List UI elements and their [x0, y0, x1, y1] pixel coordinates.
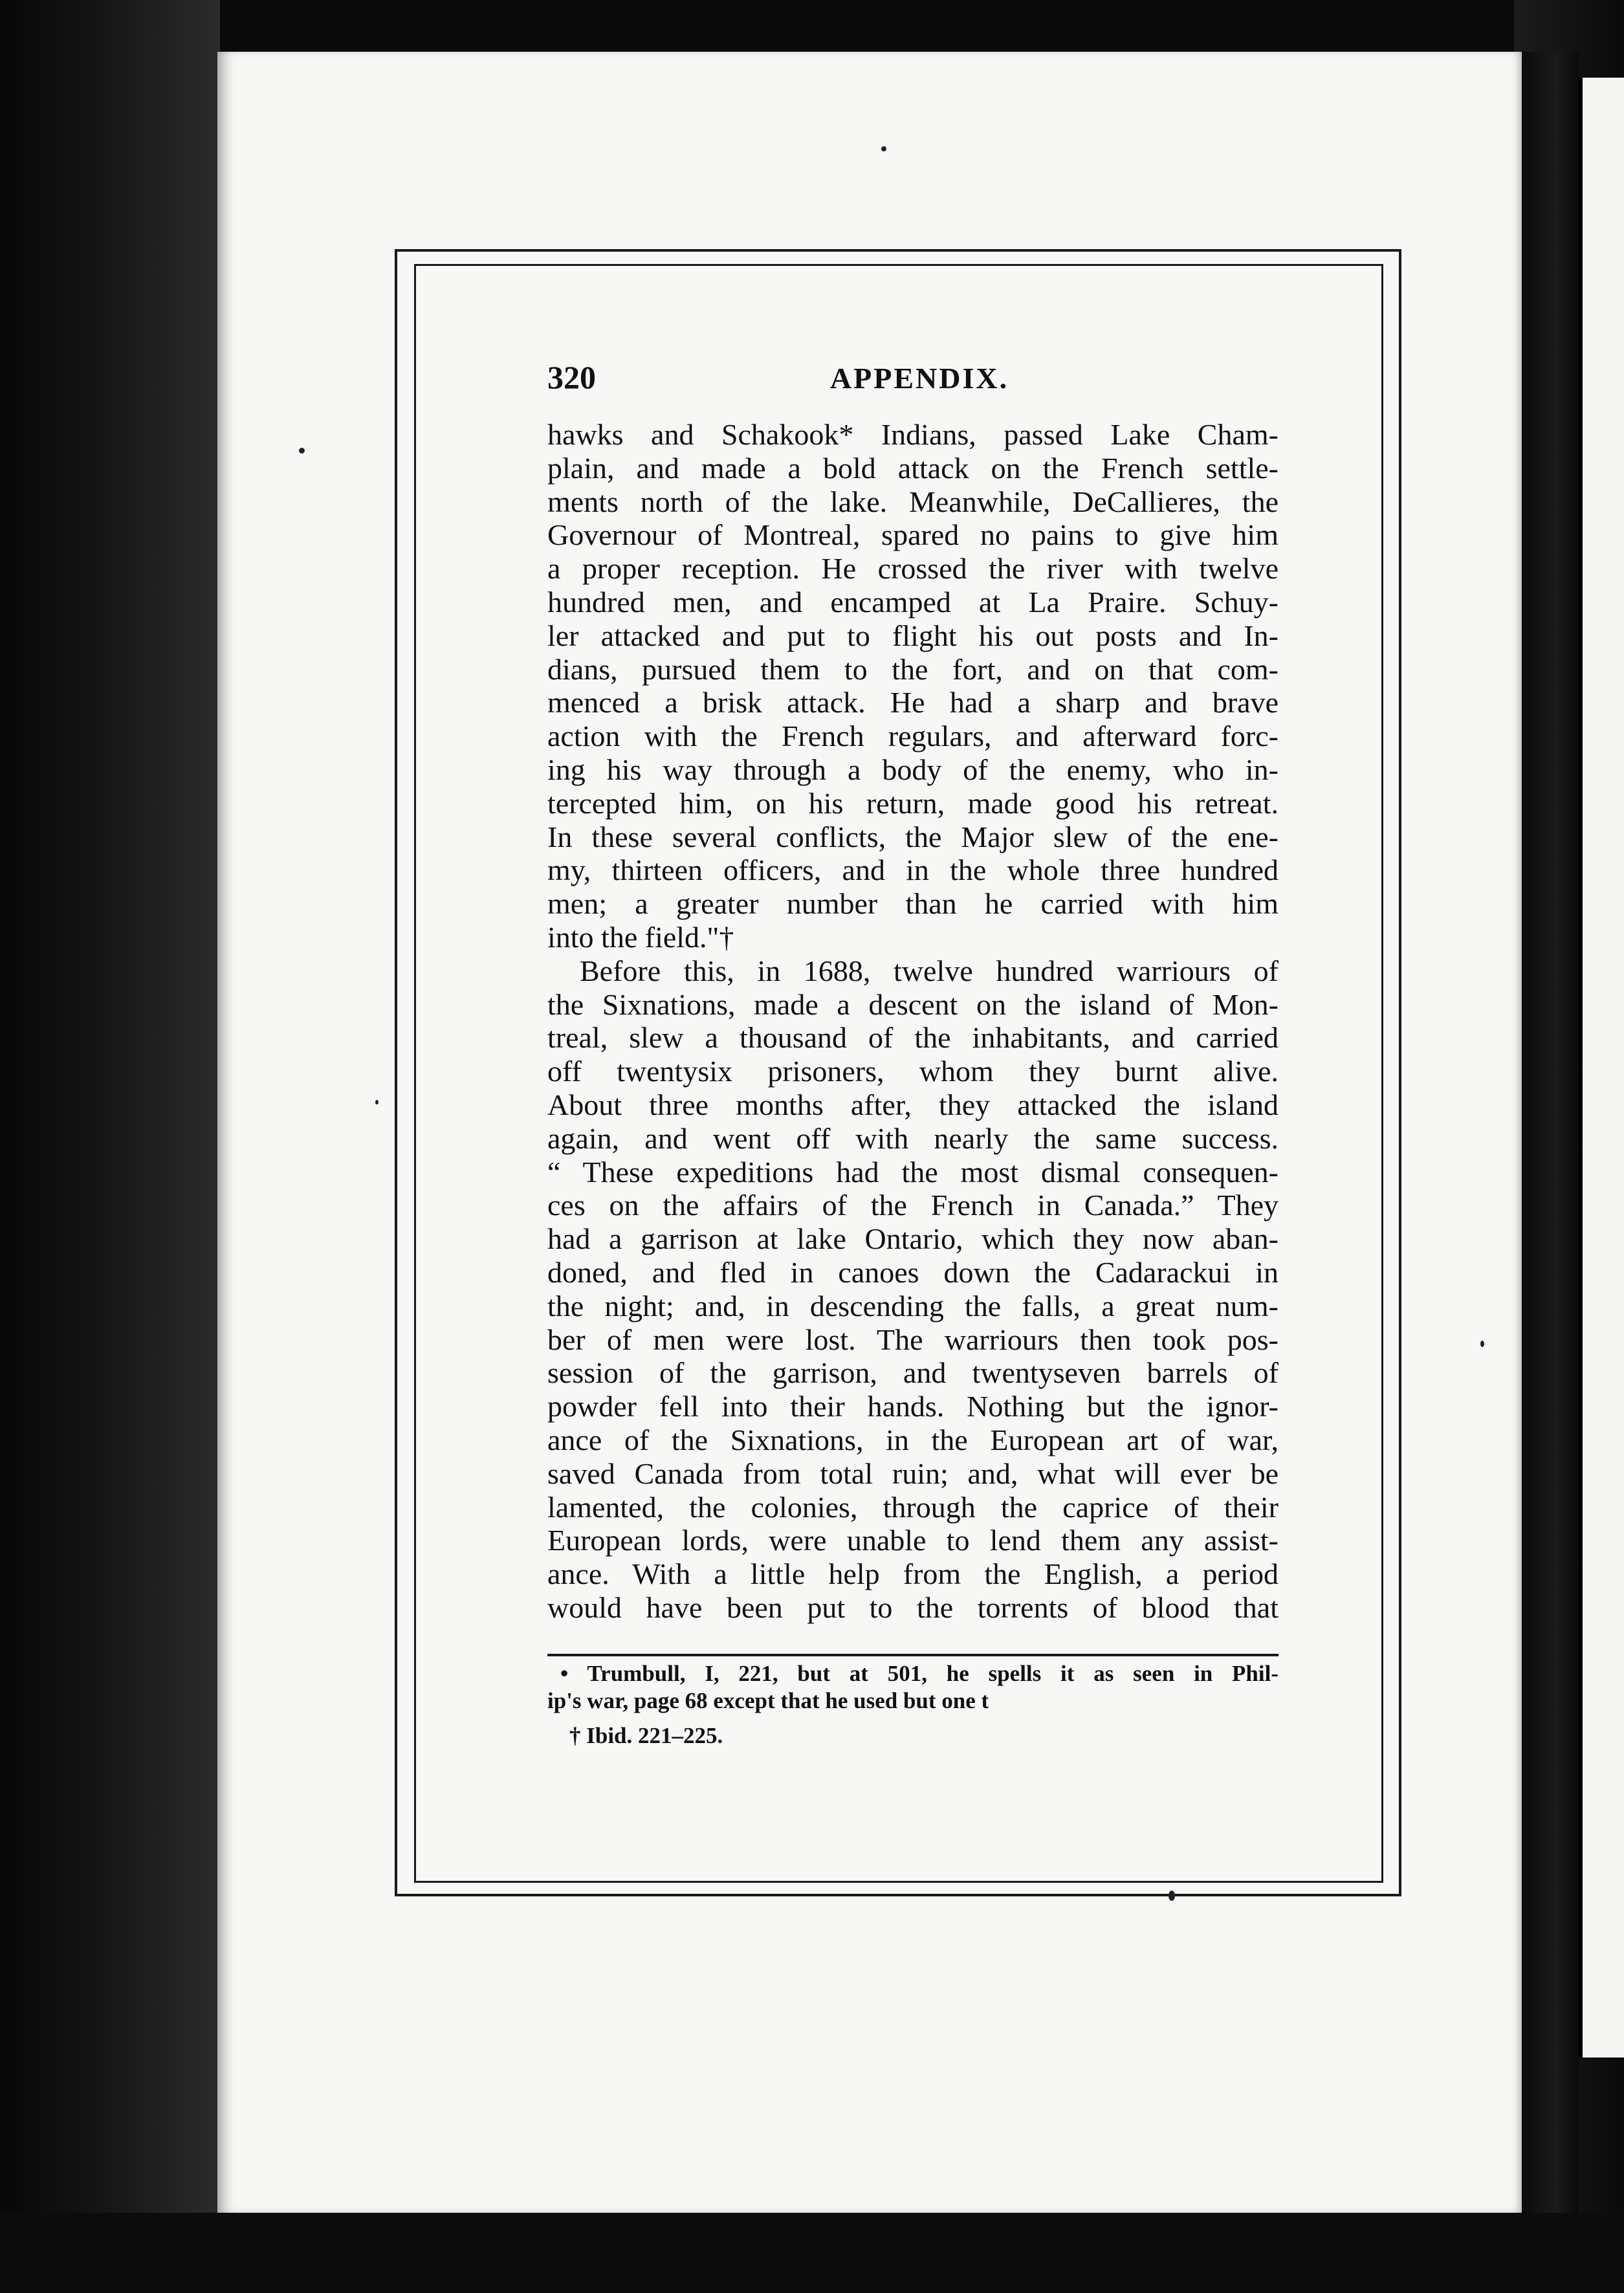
text-line: ing his way through a body of the enemy, who in- — [547, 752, 1278, 786]
text-line: ance. With a little help from the English, a period — [547, 1557, 1278, 1591]
page-number: 320 — [547, 359, 596, 395]
text-line: In these several conflicts, the Major slew of the ene- — [547, 820, 1278, 853]
text-line: ler attacked and put to flight his out posts and In- — [547, 619, 1278, 652]
text-line: lamented, the colonies, through the caprice of their — [547, 1490, 1278, 1524]
text-line: the night; and, in descending the falls, a great num- — [547, 1289, 1278, 1322]
footnote-2: † Ibid. 221–225. — [569, 1723, 723, 1748]
book-gutter — [1522, 52, 1579, 2213]
text-line: into the field."† — [547, 920, 734, 954]
text-line: Before this, in 1688, twelve hundred warriours of — [580, 954, 1278, 987]
text-line: menced a brisk attack. He had a sharp and brave — [547, 686, 1278, 719]
scan-left-margin — [0, 0, 220, 2293]
scan-speck — [1480, 1341, 1484, 1347]
text-line: ments north of the lake. Meanwhile, DeCallieres, the — [547, 485, 1278, 518]
text-line: treal, slew a thousand of the inhabitants, and carried — [547, 1021, 1278, 1055]
text-line: ber of men were lost. The warriours then took pos- — [547, 1322, 1278, 1356]
text-line: again, and went off with nearly the same success. — [547, 1121, 1278, 1155]
scan-speck — [881, 146, 886, 151]
text-line: my, thirteen officers, and in the whole three hundred — [547, 853, 1278, 887]
text-line: off twentysix prisoners, whom they burnt alive. — [547, 1055, 1278, 1088]
text-line: dians, pursued them to the fort, and on that com- — [547, 652, 1278, 686]
facing-page-edge — [1579, 78, 1624, 2057]
footnote-1-continued: ip's war, page 68 except that he used but one t — [547, 1688, 989, 1713]
text-line: ces on the affairs of the French in Canada.” They — [547, 1189, 1278, 1222]
text-line: would have been put to the torrents of blood that — [547, 1590, 1278, 1624]
scan-bottom-edge — [0, 2213, 1624, 2293]
text-line: saved Canada from total ruin; and, what will ever be — [547, 1456, 1278, 1490]
text-line: plain, and made a bold attack on the French settle- — [547, 451, 1278, 485]
text-line: the Sixnations, made a descent on the island of Mon- — [547, 987, 1278, 1021]
text-line: hundred men, and encamped at La Praire. Schuy- — [547, 585, 1278, 619]
text-line: doned, and fled in canoes down the Cadarackui in — [547, 1255, 1278, 1289]
scan-speck — [299, 448, 305, 454]
footnote-rule — [547, 1654, 1278, 1656]
footnote-1: • Trumbull, I, 221, but at 501, he spells it as seen in Phil- — [560, 1661, 1278, 1686]
page-title: APPENDIX. — [829, 362, 1009, 395]
text-line: tercepted him, on his return, made good his retreat. — [547, 786, 1278, 820]
text-line: powder fell into their hands. Nothing but the ignor- — [547, 1390, 1278, 1423]
text-line: session of the garrison, and twentyseven barrels of — [547, 1356, 1278, 1390]
text-line: Governour of Montreal, spared no pains to give him — [547, 518, 1278, 552]
scan-speck — [375, 1100, 379, 1104]
running-head — [547, 358, 1291, 404]
text-line: About three months after, they attacked the island — [547, 1088, 1278, 1121]
text-line: had a garrison at lake Ontario, which they now aban- — [547, 1222, 1278, 1256]
text-line: a proper reception. He crossed the river with twelve — [547, 552, 1278, 586]
text-line: European lords, were unable to lend them any assist- — [547, 1524, 1278, 1557]
footnotes — [547, 1660, 1278, 1750]
text-line: ance of the Sixnations, in the European art of war, — [547, 1423, 1278, 1456]
text-line: “ These expeditions had the most dismal consequen- — [547, 1155, 1278, 1189]
scan-top-edge — [0, 0, 1624, 52]
body-text — [547, 418, 1278, 1625]
text-line: hawks and Schakook* Indians, passed Lake Cham- — [547, 418, 1278, 451]
text-line: action with the French regulars, and afterward forc- — [547, 719, 1278, 753]
scan-speck — [1169, 1891, 1175, 1901]
text-line: men; a greater number than he carried with him — [547, 887, 1278, 921]
